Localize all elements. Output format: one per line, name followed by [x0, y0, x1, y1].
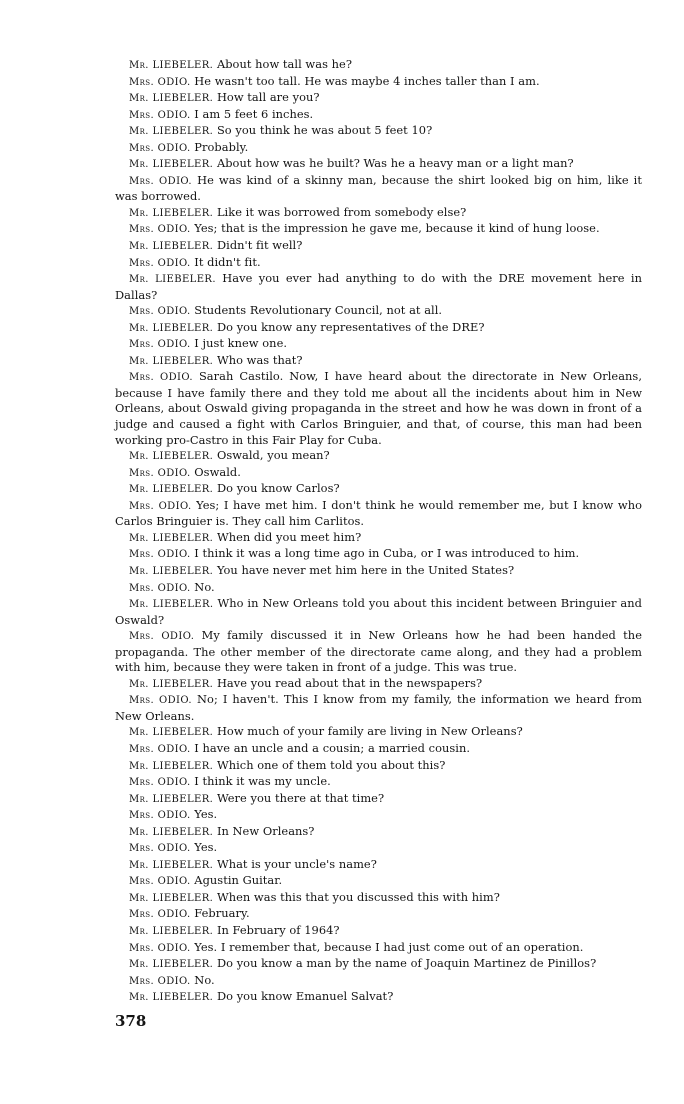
speaker-label: Mrs. ODIO. [129, 975, 191, 987]
speaker-label: Mrs. ODIO. [129, 339, 191, 351]
speaker-label: Mrs. ODIO. [129, 942, 191, 954]
paragraph-text: I am 5 feet 6 inches. [194, 106, 314, 121]
transcript-paragraph [115, 156, 642, 173]
paragraph-text: Which one of them told you about this? [216, 757, 446, 772]
transcript-paragraph [115, 353, 642, 370]
paragraph-text: Students Revolutionary Council, not at all. [194, 303, 443, 318]
speaker-label: Mrs. ODIO. [129, 909, 191, 921]
transcript-paragraph [115, 546, 642, 563]
paragraph-text: Who was that? [216, 352, 303, 367]
speaker-label: Mrs. ODIO. [129, 631, 195, 643]
transcript-paragraph [115, 973, 642, 990]
speaker-label: Mrs. ODIO. [129, 582, 191, 594]
speaker-label: Mr. LIEBELER. [129, 355, 214, 367]
speaker-label: Mr. LIEBELER. [129, 992, 214, 1004]
speaker-label: Mrs. ODIO. [129, 224, 191, 236]
paragraph-text: Oswald, you mean? [216, 448, 330, 463]
speaker-label: Mr. LIEBELER. [129, 678, 214, 690]
paragraph-text: When did you meet him? [216, 529, 362, 544]
transcript-paragraph [115, 530, 642, 547]
paragraph-text: Agustin Guitar. [194, 873, 283, 888]
speaker-label: Mrs. ODIO. [129, 76, 191, 88]
speaker-label: Mr. LIEBELER. [129, 93, 214, 105]
speaker-label: Mrs. ODIO. [129, 372, 193, 384]
speaker-label: Mrs. ODIO. [129, 843, 191, 855]
speaker-label: Mrs. ODIO. [129, 109, 191, 121]
paragraph-text: I have an uncle and a cousin; a married cousin. [194, 740, 471, 755]
transcript-paragraph [115, 107, 642, 124]
paragraph-text: Do you know a man by the name of Joaquin Martinez de Pinillos? [216, 956, 597, 971]
transcript-paragraph [115, 173, 642, 205]
speaker-label: Mr. LIEBELER. [129, 826, 214, 838]
transcript-paragraph [115, 873, 642, 890]
paragraph-text: I think it was a long time ago in Cuba, or I was introduced to him. [194, 546, 580, 561]
paragraph-text: Do you know any representatives of the DRE? [216, 319, 485, 334]
transcript-paragraph [115, 369, 642, 448]
transcript-paragraph [115, 271, 642, 303]
speaker-label: Mrs. ODIO. [129, 257, 191, 269]
speaker-label: Mrs. ODIO. [129, 876, 191, 888]
transcript-paragraph [115, 791, 642, 808]
speaker-label: Mrs. ODIO. [129, 695, 192, 707]
speaker-label: Mrs. ODIO. [129, 500, 192, 512]
transcript-paragraph [115, 906, 642, 923]
speaker-label: Mr. LIEBELER. [129, 599, 214, 611]
speaker-label: Mr. LIEBELER. [129, 451, 214, 463]
paragraph-text: No. [194, 579, 215, 594]
transcript-paragraph [115, 840, 642, 857]
transcript-paragraph [115, 465, 642, 482]
paragraph-text: Yes. I remember that, because I had just come out of an operation. [194, 939, 584, 954]
transcript-paragraph [115, 255, 642, 272]
paragraph-text: Do you know Emanuel Salvat? [216, 989, 394, 1004]
paragraph-text: Were you there at that time? [216, 790, 385, 805]
paragraph-text: My family discussed it in New Orleans how he had been handed the propaganda. The other member of the directorate came along, and they had a problem with him, because they were taken in front of a judge. This was true. [115, 628, 642, 675]
transcript-paragraph [115, 57, 642, 74]
speaker-label: Mr. LIEBELER. [129, 60, 214, 71]
paragraph-text: Yes. [194, 840, 218, 855]
paragraph-text: Probably. [194, 139, 249, 154]
transcript-paragraph [115, 205, 642, 222]
speaker-label: Mrs. ODIO. [129, 142, 191, 154]
paragraph-text: Sarah Castilo. Now, I have heard about the directorate in New Orleans, because I have family there and they told me about all the incidents about him in New Orleans, about Oswald giving propaganda in the street and how he was down in front of a judge and caused a fight with Carlos Bringuier, and that, of course, this man had been working pro-Castro in this Fair Play for Cuba. [115, 369, 642, 447]
transcript-paragraph [115, 741, 642, 758]
paragraph-text: Have you read about that in the newspapers? [216, 675, 483, 690]
transcript-paragraph [115, 596, 642, 628]
speaker-label: Mr. LIEBELER. [129, 959, 214, 971]
paragraph-text: He was kind of a skinny man, because the shirt looked big on him, like it was borrowed. [115, 172, 643, 204]
transcript-paragraph [115, 303, 642, 320]
paragraph-text: What is your uncle's name? [216, 856, 377, 871]
speaker-label: Mr. LIEBELER. [129, 793, 214, 805]
transcript-paragraph [115, 890, 642, 907]
speaker-label: Mr. LIEBELER. [129, 532, 214, 544]
speaker-label: Mrs. ODIO. [129, 777, 191, 789]
speaker-label: Mrs. ODIO. [129, 306, 191, 318]
transcript-paragraph [115, 336, 642, 353]
paragraph-text: Yes. [194, 807, 218, 822]
speaker-label: Mr. LIEBELER. [129, 241, 214, 253]
transcript-body [115, 57, 642, 1006]
transcript-paragraph [115, 956, 642, 973]
paragraph-text: Do you know Carlos? [216, 481, 340, 496]
transcript-paragraph [115, 807, 642, 824]
speaker-label: Mr. LIEBELER. [129, 484, 214, 496]
paragraph-text: In New Orleans? [216, 823, 315, 838]
speaker-label: Mr. LIEBELER. [129, 727, 214, 739]
speaker-label: Mr. LIEBELER. [129, 126, 214, 138]
paragraph-text: Yes; that is the impression he gave me, because it kind of hung loose. [194, 221, 600, 236]
transcript-paragraph [115, 123, 642, 140]
transcript-paragraph [115, 692, 642, 724]
paragraph-text: Yes; I have met him. I don't think he would remember me, but I know who Carlos Bringuier is. They call him Carlitos. [115, 497, 643, 529]
speaker-label: Mrs. ODIO. [129, 549, 191, 561]
transcript-paragraph [115, 774, 642, 791]
paragraph-text: How much of your family are living in New Orleans? [216, 724, 523, 739]
speaker-label: Mr. LIEBELER. [129, 925, 214, 937]
speaker-label: Mr. LIEBELER. [129, 760, 214, 772]
paragraph-text: Didn't fit well? [216, 238, 303, 253]
paragraph-text: You have never met him here in the United States? [216, 562, 515, 577]
paragraph-text: About how was he built? Was he a heavy man or a light man? [216, 156, 574, 171]
paragraph-text: I just knew one. [194, 336, 288, 351]
paragraph-text: Oswald. [194, 464, 241, 479]
transcript-paragraph [115, 498, 642, 530]
transcript-paragraph [115, 580, 642, 597]
speaker-label: Mr. LIEBELER. [129, 892, 214, 904]
paragraph-text: February. [194, 906, 250, 921]
speaker-label: Mrs. ODIO. [129, 467, 191, 479]
transcript-paragraph [115, 824, 642, 841]
speaker-label: Mr. LIEBELER. [129, 322, 214, 334]
transcript-paragraph [115, 481, 642, 498]
paragraph-text: So you think he was about 5 feet 10? [216, 123, 433, 138]
speaker-label: Mr. LIEBELER. [129, 207, 214, 219]
paragraph-text: No. [194, 972, 215, 987]
paragraph-text: When was this that you discussed this with him? [216, 889, 500, 904]
transcript-paragraph [115, 989, 642, 1006]
paragraph-text: Have you ever had anything to do with the DRE movement here in Dallas? [115, 271, 642, 302]
transcript-paragraph [115, 140, 642, 157]
paragraph-text: Who in New Orleans told you about this incident between Bringuier and Oswald? [115, 596, 642, 627]
transcript-paragraph [115, 628, 642, 676]
transcript-paragraph [115, 676, 642, 693]
transcript-paragraph [115, 221, 642, 238]
transcript-paragraph [115, 563, 642, 580]
transcript-paragraph [115, 758, 642, 775]
paragraph-text: In February of 1964? [216, 922, 340, 937]
paragraph-text: He wasn't too tall. He was maybe 4 inches taller than I am. [194, 73, 540, 88]
paragraph-text: I think it was my uncle. [194, 774, 331, 789]
speaker-label: Mr. LIEBELER. [129, 565, 214, 577]
speaker-label: Mr. LIEBELER. [129, 274, 216, 286]
transcript-paragraph [115, 940, 642, 957]
transcript-paragraph [115, 320, 642, 337]
transcript-paragraph [115, 74, 642, 91]
transcript-paragraph [115, 448, 642, 465]
speaker-label: Mrs. ODIO. [129, 175, 193, 187]
speaker-label: Mr. LIEBELER. [129, 859, 214, 871]
paragraph-text: It didn't fit. [194, 254, 261, 269]
transcript-paragraph [115, 857, 642, 874]
paragraph-text: How tall are you? [216, 90, 320, 105]
transcript-paragraph [115, 724, 642, 741]
transcript-paragraph [115, 238, 642, 255]
speaker-label: Mrs. ODIO. [129, 810, 191, 822]
transcript-paragraph [115, 923, 642, 940]
transcript-paragraph [115, 90, 642, 107]
speaker-label: Mrs. ODIO. [129, 743, 191, 755]
paragraph-text: Like it was borrowed from somebody else? [216, 204, 467, 219]
speaker-label: Mr. LIEBELER. [129, 159, 214, 171]
page-number: 378 [115, 1012, 147, 1030]
paragraph-text: About how tall was he? [216, 57, 352, 71]
paragraph-text: No; I haven't. This I know from my family, the information we heard from New Orleans. [115, 692, 642, 723]
